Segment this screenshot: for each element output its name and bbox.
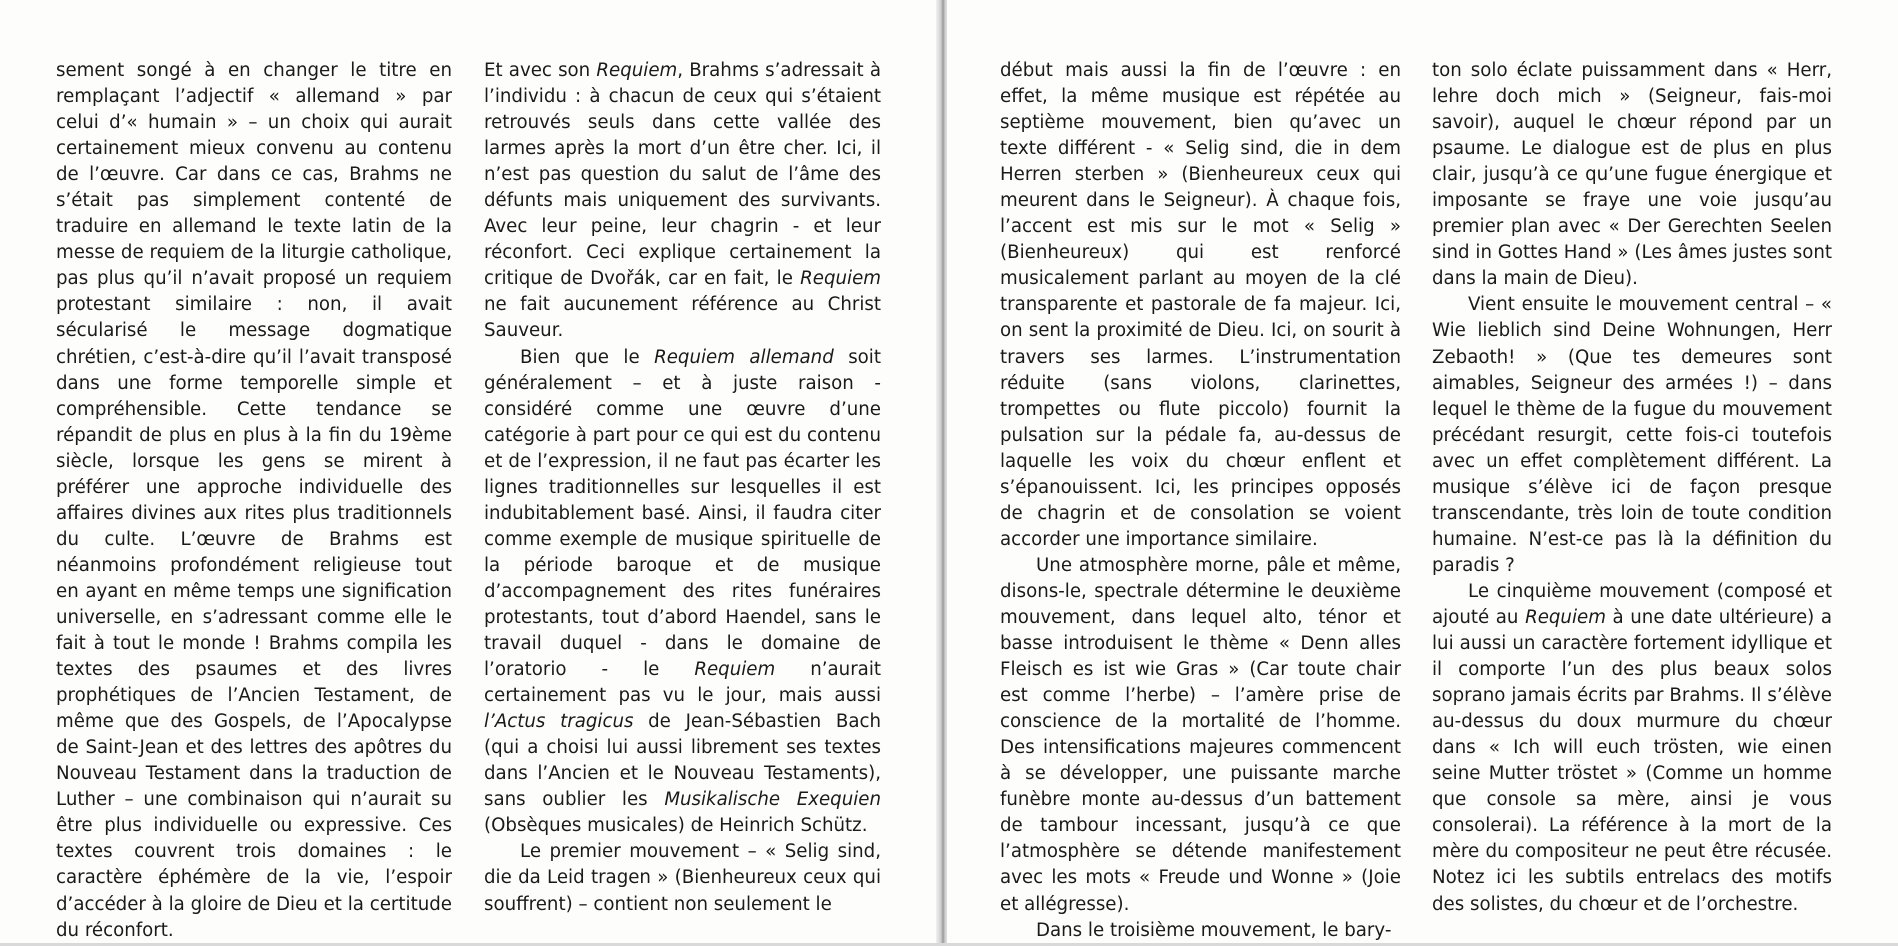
right-page-column-1 bbox=[1000, 58, 1401, 944]
right-page-column-2 bbox=[1432, 58, 1832, 918]
paragraph: Une atmosphère morne, pâle et même, disons-le, spectrale détermine le deuxième mouvement, dans lequel alto, ténor et basse introduisent le thème « Denn alles Fleisch es ist wie Gras » (Car toute chair est comme l’herbe) – l’amère prise de conscience de la mortalité de l’homme. Des intensifications majeures commencent à se développer, une puissante marche funèbre monte au-dessus d’un battement de tambour incessant, jusqu’à ce que l’atmosphère se détende manifestement avec les mots « Freude und Wonne » (Joie et allégresse). bbox=[1000, 554, 1401, 915]
paragraph: Vient ensuite le mouvement central – « Wie lieblich sind Deine Wohnungen, Herr Zebaoth! » (Que tes demeures sont aimables, Seigneur des armées !) – dans lequel le thème de la fugue du mouvement précédant resurgit, cette fois-ci toutefois avec un effet complètement différent. La musique s’élève ici de façon presque transcendante, très loin de toute condition humaine. N’est-ce pas là la définition du paradis ? bbox=[1432, 294, 1832, 576]
paragraph: Dans le troisième mouvement, le bary- bbox=[1036, 919, 1392, 941]
left-page bbox=[0, 0, 940, 946]
left-page-column-2 bbox=[484, 58, 881, 918]
paragraph: début mais aussi la fin de l’œuvre : en effet, la même musique est répétée au septième mouvement, bien qu’avec un texte différent - « Selig sind, die in dem Herren sterben » (Bienheureux ceux qui meurent dans le Seigneur). À chaque fois, l’accent est mis sur le mot « Selig » (Bienheureux) qui est renforcé musicalement parlant au moyen de la clé transparente et pastorale de fa majeur. Ici, on sent la proximité de Dieu. Ici, on sourit à travers ses larmes. L’instrumentation réduite (sans violons, clarinettes, trompettes ou flute piccolo) fournit la pulsation sur la pédale fa, au-dessus de laquelle les voix du chœur enflent et s’épanouissent. Ici, les principes opposés de chagrin et de consolation se voient accorder une importance similaire. bbox=[1000, 60, 1401, 550]
paragraph: Le cinquième mouvement (composé et ajouté au Requiem à une date ultérieure) a lui aussi un caractère fortement idyllique et il comporte l’un des plus beaux solos soprano jamais écrits par Brahms. Il s’élève au-dessus du doux murmure du chœur dans « Ich will euch trösten, wie einen seine Mutter tröstet » (Comme un homme que console sa mère, ainsi je vous consolerai). La référence à la mort de la mère du compositeur ne peut être récusée. Notez ici les subtils entrelacs des motifs des solistes, du chœur et de l’orchestre. bbox=[1432, 580, 1832, 915]
paragraph: ton solo éclate puissamment dans « Herr, lehre doch mich » (Seigneur, fais-moi savoir), auquel le chœur répond par un psaume. Le dialogue est de plus en plus clair, jusqu’à ce qu’une fugue énergique et imposante se fraye une voie jusqu’au premier plan avec « Der Gerechten Seelen sind in Gottes Hand » (Les âmes justes sont dans la main de Dieu). bbox=[1432, 60, 1832, 290]
paragraph: sement songé à en changer le titre en remplaçant l’adjectif « allemand » par celui d’« humain » – un choix qui aurait certainement mieux convenu au contenu de l’œuvre. Car dans ce cas, Brahms ne s’était pas simplement contenté de traduire en allemand le texte latin de la messe de requiem de la liturgie catholique, pas plus qu’il n’avait proposé un requiem protestant similaire : non, il avait sécularisé le message dogmatique chrétien, c’est-à-dire qu’il l’avait transposé dans une forme temporelle simple et compréhensible. Cette tendance se répandit de plus en plus à la fin du 19ème siècle, lorsque les gens se mirent à préférer une approche individuelle des affaires divines aux rites plus traditionnels du culte. L’œuvre de Brahms est néanmoins profondément religieuse tout en ayant en même temps une signification universelle, en s’adressant comme elle le fait à tout le monde ! Brahms compila les textes des psaumes et des livres prophétiques de l’Ancien Testament, de même que des Gospels, de l’Apocalypse de Saint-Jean et des lettres des apôtres du Nouveau Testament dans la traduction de Luther – une combinaison qui n’aurait su être plus individuelle ou expressive. Ces textes couvrent trois domaines : le caractère éphémère de la vie, l’espoir d’accéder à la gloire de Dieu et la certitude du réconfort. bbox=[56, 60, 452, 941]
left-page-column-1 bbox=[56, 58, 452, 944]
paragraph: Et avec son Requiem, Brahms s’adressait à l’individu : à chacun de ceux qui s’étaient retrouvés seuls dans cette vallée des larmes après la mort d’un être cher. Ici, il n’est pas question du salut de l’âme des défunts mais uniquement des survivants. Avec leur peine, leur chagrin - et leur réconfort. Ceci explique certainement la critique de Dvořák, car en fait, le Requiem ne fait aucunement référence au Christ Sauveur. bbox=[484, 60, 881, 342]
paragraph: Le premier mouvement – « Selig sind, die da Leid tragen » (Bienheureux ceux qui souffrent) – contient non seulement le bbox=[484, 841, 881, 915]
paragraph: Bien que le Requiem allemand soit généralement – et à juste raison - considéré comme une œuvre d’une catégorie à part pour ce qui est du contenu et de l’expression, il ne faut pas écarter les lignes traditionnelles sur lesquelles il est indubitablement basé. Ainsi, il faudra citer comme exemple de musique spirituelle de la période baroque et de musique d’accompagnement des rites funéraires protestants, tout d’abord Haendel, sans le travail duquel - dans le domaine de l’oratorio - le Requiem n’aurait certainement pas vu le jour, mais aussi l’Actus tragicus de Jean-Sébastien Bach (qui a choisi lui aussi librement ses textes dans l’Ancien et le Nouveau Testaments), sans oublier les Musikalische Exequien (Obsèques musicales) de Heinrich Schütz. bbox=[484, 346, 881, 837]
